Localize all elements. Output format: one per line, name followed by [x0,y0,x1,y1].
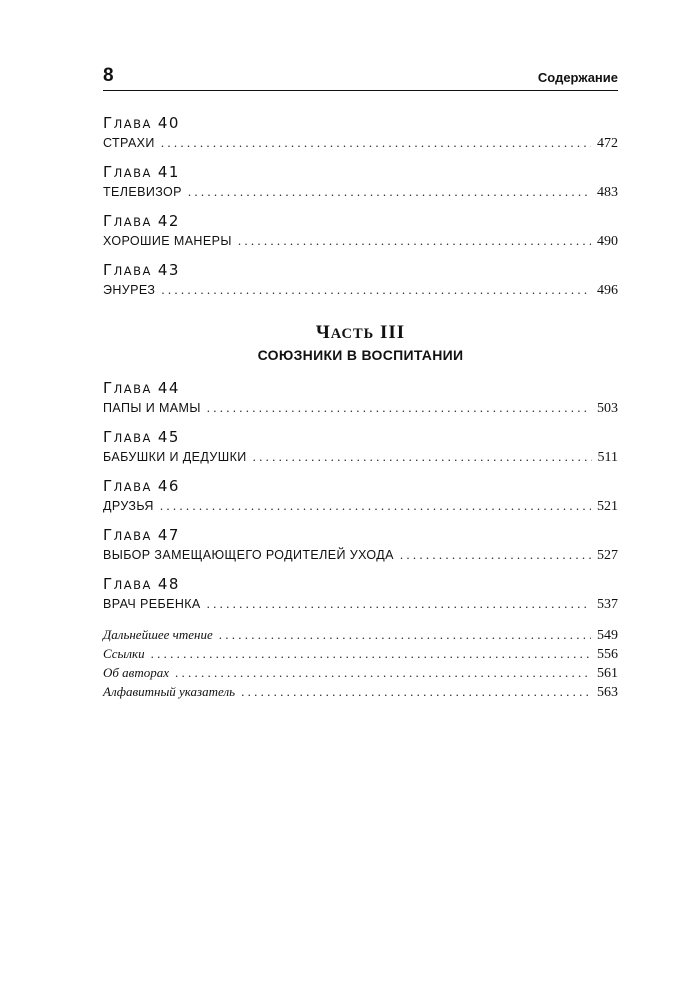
chapter-title: ВРАЧ РЕБЕНКА [103,597,201,611]
chapter-label: ГЛАВА 41 [103,163,180,181]
leader-dots [161,280,591,300]
leader-dots [188,182,591,202]
running-head: Содержание [537,70,618,85]
chapter-label: ГЛАВА 42 [103,212,180,230]
chapter-label: ГЛАВА 47 [103,526,180,544]
toc-entry-index[interactable] [103,683,618,701]
chapter-title: ЭНУРЕЗ [103,283,156,297]
chapter-label: ГЛАВА 40 [103,114,180,132]
leader-dots [238,231,591,251]
back-matter-title: Ссылки [103,646,145,661]
leader-dots [219,626,591,644]
page-ref: 537 [597,597,618,612]
leader-dots [241,683,591,701]
part-heading: ЧАСТЬ III [315,322,406,343]
toc-entry-chapter-40[interactable] [103,114,618,153]
toc-entry-chapter-42[interactable] [103,212,618,251]
toc-entry-chapter-41[interactable] [103,163,618,202]
chapter-label: ГЛАВА 43 [103,261,180,279]
leader-dots [161,133,591,153]
page-ref: 521 [597,499,618,514]
chapter-label: ГЛАВА 45 [103,428,180,446]
back-matter-title: Об авторах [103,665,169,680]
page-ref: 511 [597,450,618,465]
leader-dots [151,645,591,663]
part-subtitle: СОЮЗНИКИ В ВОСПИТАНИИ [257,347,464,363]
page-ref: 549 [597,628,618,643]
page-number: 8 [103,65,114,86]
chapter-label: ГЛАВА 44 [103,379,180,397]
page-ref: 556 [597,647,618,662]
page-ref: 472 [597,136,618,151]
toc-entry-further-reading[interactable] [103,626,618,644]
toc-entry-chapter-44[interactable] [103,379,618,418]
chapter-title: ВЫБОР ЗАМЕЩАЮЩЕГО РОДИТЕЛЕЙ УХОДА [103,548,394,562]
toc-entry-chapter-45[interactable] [103,428,618,467]
page-ref: 503 [597,401,618,416]
page-ref: 496 [597,283,618,298]
page-ref: 563 [597,685,618,700]
toc-entry-references[interactable] [103,645,618,663]
toc-entry-chapter-47[interactable] [103,526,618,565]
back-matter-title: Дальнейшее чтение [103,627,213,642]
leader-dots [400,545,591,565]
leader-dots [207,594,591,614]
chapter-label: ГЛАВА 48 [103,575,180,593]
chapter-title: БАБУШКИ И ДЕДУШКИ [103,450,247,464]
chapter-label: ГЛАВА 46 [103,477,180,495]
toc-entry-chapter-46[interactable] [103,477,618,516]
leader-dots [207,398,591,418]
back-matter-title: Алфавитный указатель [103,684,236,699]
page-ref: 561 [597,666,618,681]
page-header [103,66,618,91]
page-ref: 527 [597,548,618,563]
toc-entry-chapter-48[interactable] [103,575,618,614]
chapter-title: ПАПЫ И МАМЫ [103,401,201,415]
chapter-title: СТРАХИ [103,136,155,150]
page-ref: 490 [597,234,618,249]
chapter-title: ДРУЗЬЯ [103,499,154,513]
leader-dots [160,496,591,516]
leader-dots [253,447,592,467]
leader-dots [175,664,591,682]
page-ref: 483 [597,185,618,200]
chapter-title: ХОРОШИЕ МАНЕРЫ [103,234,232,248]
toc-entry-chapter-43[interactable] [103,261,618,300]
chapter-title: ТЕЛЕВИЗОР [103,185,182,199]
toc-entry-about-authors[interactable] [103,664,618,682]
